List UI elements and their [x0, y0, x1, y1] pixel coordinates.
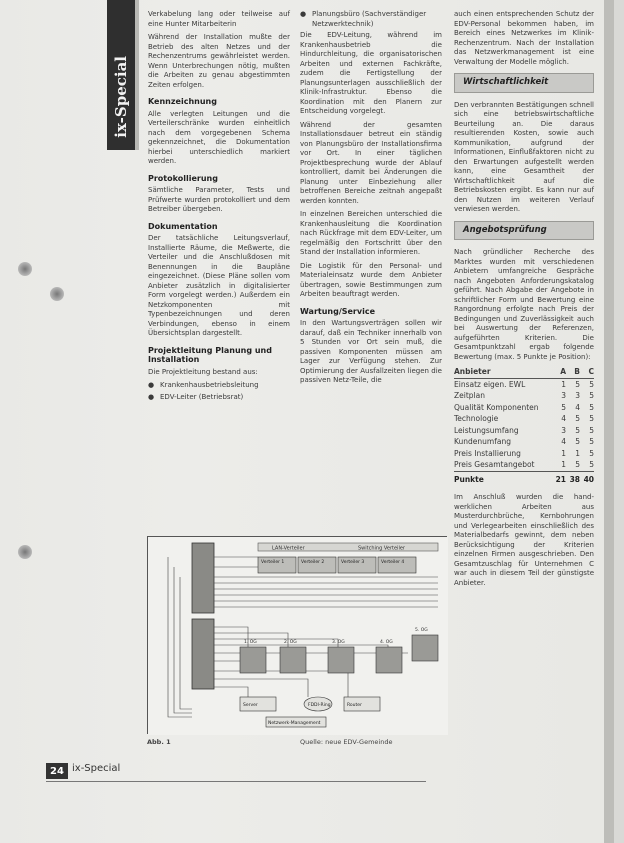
table-cell: 1 — [561, 448, 566, 458]
table-cell: 5 — [575, 437, 580, 446]
table-cell: 1 — [561, 379, 566, 389]
table-row — [454, 402, 594, 414]
table-cell: 5 — [589, 402, 594, 412]
header-cell: B — [566, 366, 580, 378]
list-item: ● EDV-Leiter (Betriebsrat) — [148, 393, 290, 403]
table-cell: Einsatz eigen. EWL — [454, 379, 526, 389]
top-label: Switching Verteiler — [358, 545, 405, 552]
component-label: FDDI-Ring — [308, 703, 331, 708]
paragraph: Alle verlegten Leitungen und die Verteilerschränke wurden einheitlich nach dem vorgegebenen Schema gekennzeichnet, die Dokumentation hierbei unterschiedlich markiert werden. — [148, 109, 290, 165]
table-cell: 5 — [589, 460, 594, 469]
list-item: ● Planungsbüro (Sachverständiger Netzwerktechnik) — [300, 10, 442, 29]
list-item: ● Krankenhausbetriebsleitung — [148, 381, 290, 391]
paragraph: auch einen entsprechenden Schutz der EDV-Personal bekommen haben, im Bereich eines Netzwerkes im Klinik-Rechenzentrum. Nach der Installation das Netzwerkmanagement ist eine Verwaltung der Modelle möglich. — [454, 10, 594, 66]
paragraph: In einzelnen Bereichen unterschied die Krankenhausleitung die Koordination nach Rückfrage mit dem EDV-Leiter, um regelmäßig den Fortschritt über den Stand der Installation informieren. — [300, 210, 442, 256]
floor-label: 2. OG — [284, 640, 297, 645]
figure-caption: Abb. 1 — [147, 738, 171, 746]
punch-hole-top — [18, 262, 32, 276]
table-cell: Technologie — [454, 414, 499, 423]
paragraph: Im Anschluß wurden die hand-werklichen Arbeiten aus Musterdurchbrüche, Kernbohrungen und Verlegearbeiten einschließlich des Materialbedarfs gewinnt, dem neben Berücksichtigung der Kriterien einzelnen Firmen ausgeschrieben. Den Gesamtzuschlag für Unternehmen C war auch in diesem Teil der günstigste Anbieter. — [454, 493, 594, 587]
heading-wartung-service: Wartung/Service — [300, 306, 376, 316]
header-cell: A — [552, 366, 566, 378]
table-cell: Kundenumfang — [454, 437, 511, 446]
table-cell: 3 — [575, 391, 580, 400]
main-rack-top — [192, 543, 214, 613]
table-total-row — [454, 471, 594, 485]
table-header-row — [454, 366, 594, 378]
offer-score-table — [454, 366, 594, 485]
component-label: Netzwerk-Management — [268, 721, 321, 726]
paragraph: Nach gründlicher Recherche des Marktes wurden mit verschiedenen Anbietern umfangreiche Gespräche nach Angeboten Anforderungskatalog geführt. Nach Abgabe der Angebote in schriftlicher Form und Bewertung eine Rangordnung erfolgte nach Preis der Bedingungen und Zuverlässigkeit auch bei Auswertung der Referenzen, aufgeführten Kriterien. Die Gesamtpunktzahl ergab folgende Bewertung (max. 5 Punkte je Position): — [454, 248, 594, 361]
table-row — [454, 448, 594, 460]
main-rack-bottom — [192, 619, 214, 689]
table-cell: 3 — [561, 425, 566, 435]
table-cell: 40 — [580, 471, 594, 485]
table-cell: 5 — [589, 391, 594, 400]
page-edge — [604, 0, 614, 843]
punch-hole-bottom — [18, 545, 32, 559]
paragraph: Die Projektleitung bestand aus: — [148, 367, 258, 376]
component-label: Server — [243, 703, 258, 708]
table-cell: 5 — [589, 437, 594, 446]
component-label: Router — [347, 703, 362, 708]
table-cell: 5 — [575, 460, 580, 469]
paragraph: Verkabelung lang oder teilweise auf eine Hunter Mitarbeiterin — [148, 10, 290, 28]
bullet-list — [300, 10, 442, 29]
network-diagram — [148, 537, 448, 735]
table-cell: 5 — [589, 414, 594, 423]
table-row — [454, 378, 594, 390]
floor-label: 5. OG — [415, 628, 428, 633]
text-column-2 — [300, 10, 442, 390]
heading-kennzeichnung: Kennzeichnung — [148, 97, 217, 106]
module-label: Verteiler 4 — [381, 560, 405, 565]
table-cell: 4 — [575, 402, 580, 412]
table-cell: Zeitplan — [454, 391, 485, 400]
top-label: LAN-Verteiler — [272, 545, 305, 552]
footer-rule — [46, 781, 426, 782]
table-cell: 5 — [575, 414, 580, 423]
paragraph: Den verbrannten Bestätigungen schnell sich eine betriebswirtschaftliche Beurteilung an. Die daraus resultierenden Kosten, sowie auch Kommunikation, aufgrund der Informationen, Einflußfaktoren nicht zu den Erwartungen aufgestellt werden kann, eine Gesamtheit der Wirtschaftlichkeit auf die Betriebskosten ergibt. Es kann nur auf den Nutzen im weiteren Verlauf verwiesen werden. — [454, 100, 594, 213]
heading-wirtschaftlichkeit: Wirtschaftlichkeit — [454, 73, 594, 93]
table-cell: 5 — [575, 425, 580, 435]
table-cell: Punkte — [454, 471, 552, 485]
figure-source: Quelle: neue EDV-Gemeinde — [300, 738, 393, 746]
table-cell: Preis Gesamtangebot — [454, 460, 535, 469]
heading-angebotspruefung: Angebotsprüfung — [454, 221, 594, 241]
paragraph: Die Logistik für den Personal- und Materialeinsatz wurde dem Anbieter übertragen, sowie Bestimmungen zum Arbeiten beauftragt werden. — [300, 261, 442, 298]
floor-label: 1. OG — [244, 640, 257, 645]
punch-hole-middle — [50, 287, 64, 301]
table-row — [454, 436, 594, 448]
table-cell: 4 — [561, 414, 566, 423]
module-label: Verteiler 1 — [261, 560, 285, 565]
table-row — [454, 459, 594, 471]
paragraph: Sämtliche Parameter, Tests und Prüfwerte wurden protokolliert und dem Betreiber übergeben. — [148, 186, 290, 213]
module-label: Verteiler 3 — [341, 560, 365, 565]
header-cell: C — [580, 366, 594, 378]
table-cell: Qualität Komponenten — [454, 402, 539, 412]
table-cell: 5 — [589, 448, 594, 458]
network-diagram-figure — [147, 536, 447, 734]
table-row — [454, 425, 594, 437]
heading-projektleitung: Projektleitung Planung und Installation — [148, 345, 272, 364]
paragraph: In den Wartungsverträgen sollen wir darauf, daß ein Techniker innerhalb von 5 Stunden vor Ort sein muß, die passiven Komponenten müssen am Lager zur Verfügung stehen. Zur Optimierung der Ausfallzeiten liegen die passiven Netz-Teile, die — [300, 319, 442, 384]
table-cell: 1 — [575, 448, 580, 458]
table-cell: 5 — [575, 379, 580, 389]
header-cell: Anbieter — [454, 366, 552, 378]
module-label: Verteiler 2 — [301, 560, 325, 565]
section-tab-label: ix-Special — [112, 56, 130, 138]
table-cell: 21 — [552, 471, 566, 485]
table-cell: Leistungsumfang — [454, 425, 519, 435]
section-tab-rule — [135, 0, 139, 150]
bullet-list — [148, 381, 290, 402]
section-tab — [107, 0, 135, 150]
table-cell: 5 — [589, 425, 594, 435]
heading-dokumentation: Dokumentation — [148, 221, 218, 231]
paragraph: Während der gesamten Installationsdauer betreut ein ständig von Planungsbüro der Installationsfirma vor Ort. In einer täglichen Projektbesprechung wurde der Ablauf kontrolliert, damit bei Änderungen die Planung unter Einbeziehung aller betroffenen Bereiche zeitnah angepaßt werden konnten. — [300, 120, 442, 205]
table-cell: Preis Installierung — [454, 448, 521, 458]
paragraph: Der tatsächliche Leitungsverlauf, Installierte Räume, die Meßwerte, die Verteiler und die Anschlußdosen mit Benennungen in die Baupläne eingezeichnet. (Diese Pläne sollen vom Anbieter zusätzlich in digitalisierter Form vorgelegt werden.) Außerdem ein Netzkomponenten mit Typenbezeichnungen und deren Verbindungen, ebenso in einem Übersichtsplan dargestellt. — [148, 234, 290, 337]
table-body — [454, 378, 594, 471]
table-row — [454, 390, 594, 402]
footer-logo: ix-Special — [72, 763, 121, 774]
text-column-1 — [148, 10, 290, 404]
table-cell: 4 — [561, 437, 566, 446]
table-row — [454, 413, 594, 425]
table-cell: 3 — [561, 391, 566, 400]
page-number: 24 — [46, 763, 68, 779]
table-cell: 5 — [561, 402, 566, 412]
table-cell: 5 — [589, 379, 594, 389]
heading-protokollierung: Protokollierung — [148, 173, 218, 183]
paragraph: Die EDV-Leitung, während im Krankenhausbetrieb die Hindurchleitung, die organisatorischen Arbeiten und externen Fachkräfte, zudem die Fertigstellung der Planungsunterlagen ausschließlich der Klinik-Infrastruktur. Ebenso die Koordination mit den Planern zur Entscheidung vorgelegt. — [300, 31, 442, 115]
floor-label: 3. OG — [332, 640, 345, 645]
floor-label: 4. OG — [380, 640, 393, 645]
text-column-3 — [454, 10, 594, 592]
paragraph: Während der Installation mußte der Betrieb des alten Netzes und der Rechenzentrums gewährleistet werden. Wenn Unterbrechungen nötig, mußten die Arbeiten zu genau abgestimmten Zeiten erfolgen. — [148, 33, 290, 89]
table-cell: 1 — [561, 460, 566, 469]
table-cell: 38 — [566, 471, 580, 485]
